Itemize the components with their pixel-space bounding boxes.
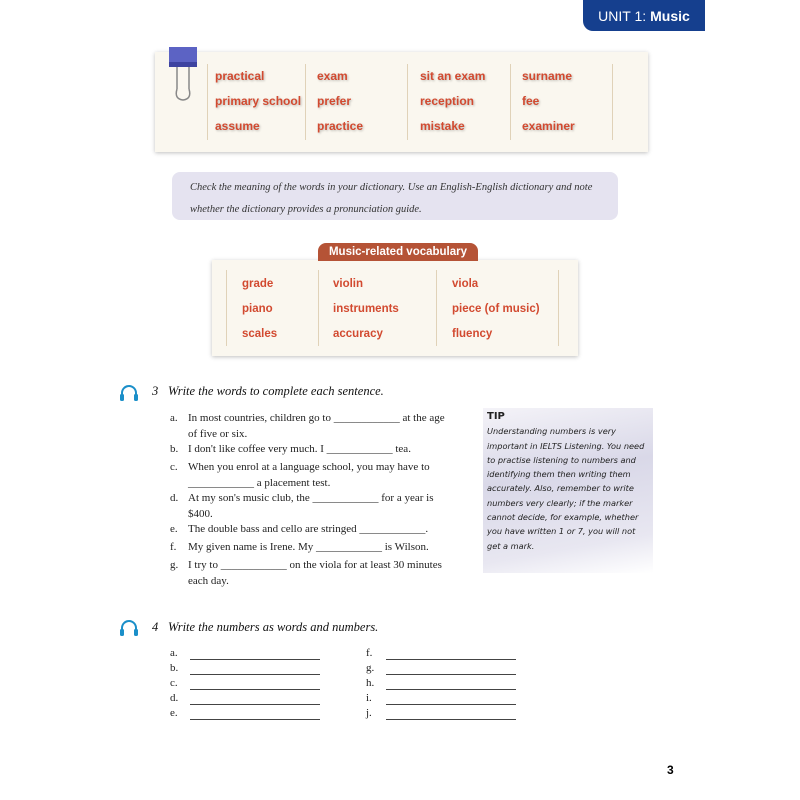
vocab-word: practice [317,119,364,133]
item-letter: e. [170,523,178,535]
sentence-item [170,441,450,457]
item-text: I don't like coffee very much. I ____________ tea. [188,443,411,455]
headphones-icon [118,382,140,404]
unit-title: Music [650,7,690,24]
vocab-word: mistake [420,119,465,133]
answer-blank[interactable] [190,689,320,690]
answer-blank[interactable] [190,674,320,675]
vocab-word: sit an exam [420,69,486,83]
answer-letter: a. [170,647,178,659]
answer-blank[interactable] [386,674,516,675]
answer-blank[interactable] [386,719,516,720]
item-letter: d. [170,492,179,504]
answer-letter: f. [366,647,373,659]
answer-blank[interactable] [386,704,516,705]
answer-letter: b. [170,662,179,674]
page-number: 3 [667,763,674,777]
music-vocab-word: piano [242,303,273,315]
instruction-box: Check the meaning of the words in your dictionary. Use an English-English dictionary and note whether the dictionary provides a pronunciation guide. [172,172,618,220]
item-text: My given name is Irene. My ____________ is Wilson. [188,541,429,553]
unit-tab [583,0,705,31]
headphones-icon [118,617,140,639]
item-letter: b. [170,443,179,455]
vocab-word: reception [420,94,475,108]
exercise-4-heading: Write the numbers as words and numbers. [168,620,379,634]
vocab-word: examiner [522,119,575,133]
item-text: At my son's music club, the ____________ for a year is $400. [188,492,434,520]
tip-title: TIP [487,411,505,422]
exercise-4-number: 4 [152,620,159,634]
music-vocab-word: fluency [452,328,493,340]
answer-letter: i. [366,692,372,704]
item-text: In most countries, children go to ____________ at the age of five or six. [188,412,445,440]
exercise-3-heading: Write the words to complete each sentence. [168,384,384,398]
item-text: I try to ____________ on the viola for at least 30 minutes each day. [188,559,442,587]
answer-blank[interactable] [386,659,516,660]
item-text: The double bass and cello are stringed ____________. [188,523,429,535]
item-letter: g. [170,559,179,571]
vocab-word: assume [215,119,260,133]
item-letter: a. [170,412,178,424]
answer-letter: g. [366,662,375,674]
binder-clip-icon [168,47,200,107]
music-vocab-word: piece (of music) [452,303,540,315]
item-letter: c. [170,461,178,473]
music-vocab-word: viola [452,278,479,290]
music-vocab-word: accuracy [333,328,383,340]
answer-letter: d. [170,692,179,704]
tip-box [483,408,653,573]
music-vocab-title: Music-related vocabulary [318,243,478,261]
sentence-item [170,521,450,537]
music-vocab-word: instruments [333,303,399,315]
answer-blank[interactable] [190,719,320,720]
answer-blank[interactable] [386,689,516,690]
word-box [155,52,648,152]
answer-blank[interactable] [190,704,320,705]
item-text: When you enrol at a language school, you may have to ____________ a placement test. [188,461,430,489]
sentence-item [170,459,450,491]
music-vocab-word: violin [333,278,364,290]
music-vocab-box [212,260,578,356]
exercise-3-number: 3 [152,384,159,398]
vocab-word: fee [522,94,540,108]
vocab-word: prefer [317,94,352,108]
vocab-word: exam [317,69,348,83]
sentence-item [170,539,450,555]
sentence-item [170,490,450,522]
sentence-item [170,557,450,589]
sentence-item [170,410,450,442]
unit-prefix: UNIT 1: [598,7,647,24]
answer-letter: j. [366,707,372,719]
music-vocab-word: grade [242,278,274,290]
music-vocab-word: scales [242,328,278,340]
answer-blank[interactable] [190,659,320,660]
item-letter: f. [170,541,177,553]
answer-letter: e. [170,707,178,719]
vocab-word: primary school [215,94,302,108]
answer-letter: h. [366,677,375,689]
tip-text: Understanding numbers is very important in IELTS Listening. You need to practise listening to numbers and identifying them then writing them accurately. Also, remember to write numbers very clearly; if the marker cannot decide, for example, whether you have written 1 or 7, you will not get a mark. [487,426,645,551]
vocab-word: practical [215,69,265,83]
answer-letter: c. [170,677,178,689]
vocab-word: surname [522,69,573,83]
